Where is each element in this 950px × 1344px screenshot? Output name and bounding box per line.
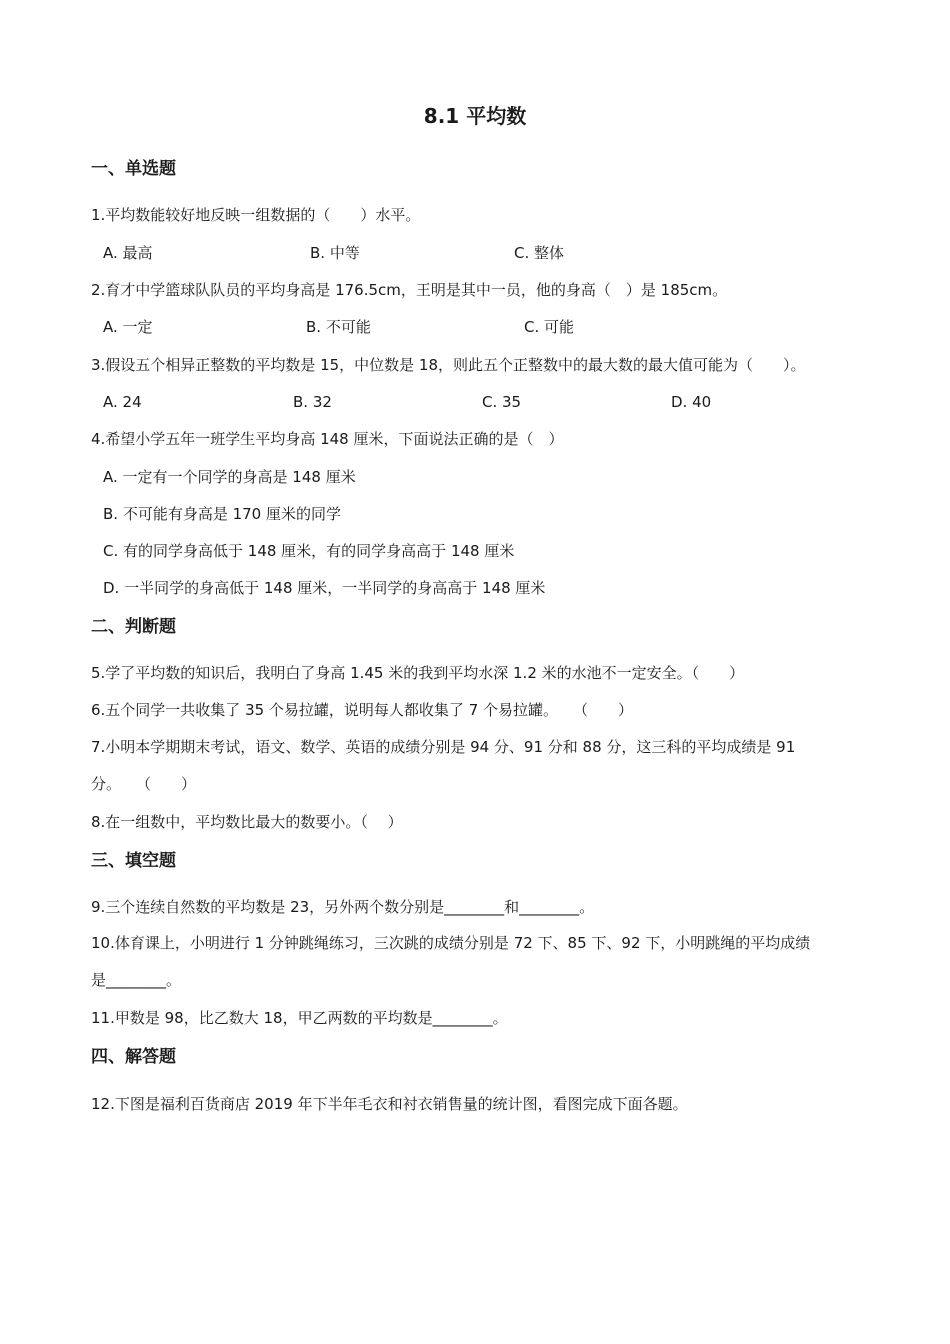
question-12: 12.下图是福利百货商店 2019 年下半年毛衣和衬衣销售量的统计图，看图完成下面各题。 [91,1095,688,1113]
q4-option-b: B. 不可能有身高是 170 厘米的同学 [103,505,341,523]
question-1: 1.平均数能较好地反映一组数据的（ ）水平。 [91,206,421,224]
page-title: 8.1 平均数 [423,104,527,128]
q2-option-a: A. 一定 [103,318,153,336]
question-7-line-1: 7.小明本学期期末考试，语文、数学、英语的成绩分别是 94 分、91 分和 88 分，这三科的平均成绩是 91 [91,738,796,756]
q4-option-d: D. 一半同学的身高低于 148 厘米，一半同学的身高高于 148 厘米 [103,579,546,597]
question-6: 6.五个同学一共收集了 35 个易拉罐，说明每人都收集了 7 个易拉罐。 （ ） [91,701,634,719]
question-2: 2.育才中学篮球队队员的平均身高是 176.5cm，王明是其中一员，他的身高（ ）是 185cm。 [91,281,728,299]
section-heading-single-choice: 一、单选题 [91,159,176,179]
question-9: 9.三个连续自然数的平均数是 23，另外两个数分别是________和________。 [91,898,595,916]
q3-option-c: C. 35 [482,393,522,411]
section-heading-answer: 四、解答题 [91,1047,176,1067]
question-10-line-1: 10.体育课上，小明进行 1 分钟跳绳练习，三次跳的成绩分别是 72 下、85 下、92 下，小明跳绳的平均成绩 [91,934,811,952]
question-4: 4.希望小学五年一班学生平均身高 148 厘米，下面说法正确的是（ ） [91,430,564,448]
q2-option-b: B. 不可能 [306,318,371,336]
question-8: 8.在一组数中，平均数比最大的数要小。（ ） [91,813,403,831]
q2-option-c: C. 可能 [524,318,575,336]
q4-option-a: A. 一定有一个同学的身高是 148 厘米 [103,468,356,486]
q1-option-a: A. 最高 [103,244,153,262]
q1-option-c: C. 整体 [514,244,565,262]
question-10-line-2: 是________。 [91,971,182,989]
q3-option-d: D. 40 [671,393,712,411]
question-5: 5.学了平均数的知识后，我明白了身高 1.45 米的我到平均水深 1.2 米的水池不一定安全。（ ） [91,664,745,682]
question-3: 3.假设五个相异正整数的平均数是 15，中位数是 18，则此五个正整数中的最大数的最大值可能为（ ）。 [91,356,806,374]
question-11: 11.甲数是 98，比乙数大 18，甲乙两数的平均数是________。 [91,1009,508,1027]
question-7-line-2: 分。 （ ） [91,775,197,793]
q3-option-a: A. 24 [103,393,142,411]
section-heading-true-false: 二、判断题 [91,617,176,637]
q3-option-b: B. 32 [293,393,332,411]
q1-option-b: B. 中等 [310,244,360,262]
q4-option-c: C. 有的同学身高低于 148 厘米，有的同学身高高于 148 厘米 [103,542,515,560]
section-heading-fill-blank: 三、填空题 [91,851,176,871]
